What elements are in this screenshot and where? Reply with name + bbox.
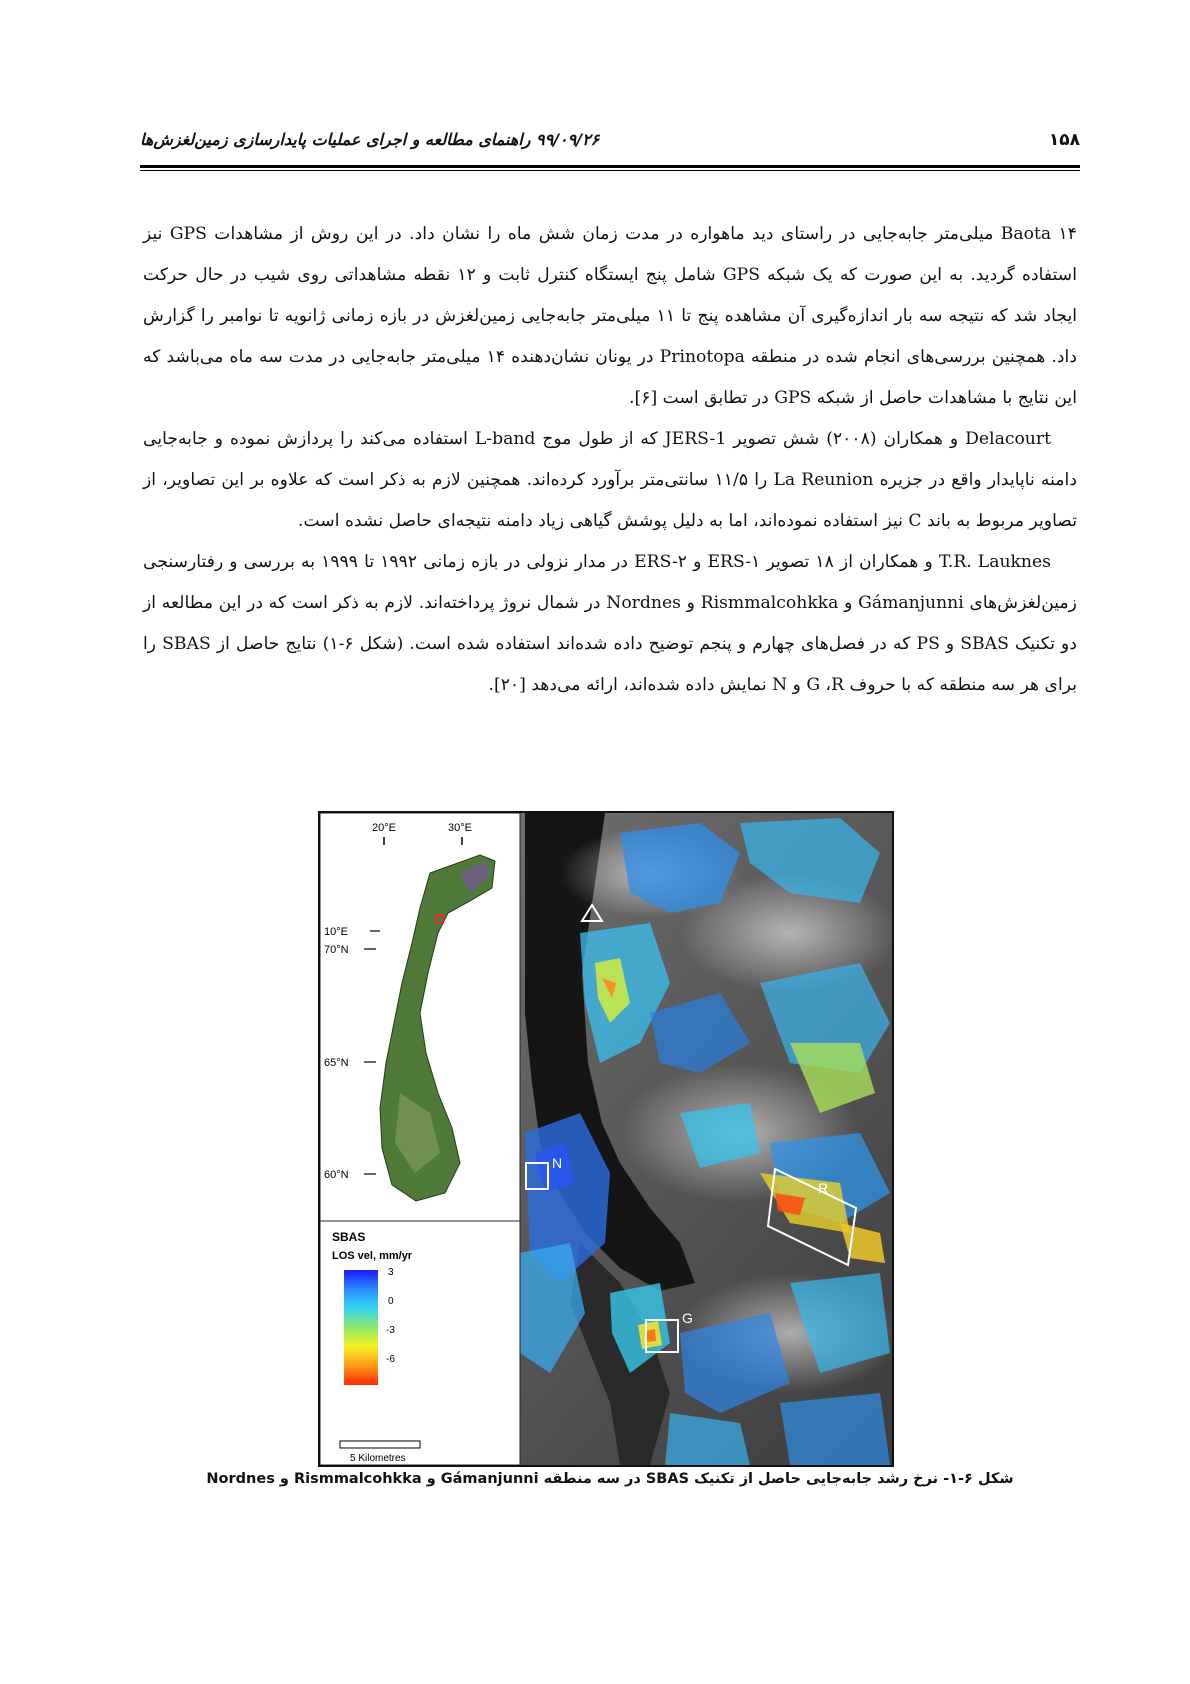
paragraph-3: T.R. Lauknes و همکاران از ۱۸ تصویر ERS-۱ و ERS-۲ در مدار نزولی در بازه زمانی ۱۹۹۲ تا ۱۹۹۹ به بررسی و رفتارسنجی زمین‌لغزش‌های Gámanjunni و Rismmalcohkka و Nordnes در شمال نروژ پرداخته‌اند. لازم به ذکر است که در این مطالعه از دو تکنیک SBAS و PS که در فصل‌های چهارم و پنجم توضیح داده شده‌اند استفاده شده است. (شکل ۶-۱) نتایج حاصل از SBAS را برای هر سه منطقه که با حروف G ،R و N نمایش داده شده‌اند، ارائه می‌دهد [۲۰]. xyxy=(143,552,1077,695)
legend-title: SBAS xyxy=(332,1230,366,1244)
lat-label-70n: 70°N xyxy=(324,944,349,956)
body-text xyxy=(143,214,1077,706)
lon-label-30e: 30°E xyxy=(448,822,472,834)
site-label-r: R xyxy=(818,1180,829,1196)
legend-tick: -3 xyxy=(386,1325,395,1336)
page-number: ۱۵۸ xyxy=(1048,130,1080,150)
legend-tick: 0 xyxy=(388,1296,394,1307)
paragraph-1: Baota ۱۴ میلی‌متر جابه‌جایی در راستای دید ماهواره در مدت زمان شش ماه را نشان داد. در این روش از مشاهدات GPS نیز استفاده گردید. به این صورت که یک شبکه GPS شامل پنج ایستگاه کنترل ثابت و ۱۲ نقطه مشاهداتی روی شیب در حال حرکت ایجاد شد که نتیجه سه بار اندازه‌گیری آن مشاهده پنج تا ۱۱ میلی‌متر جابه‌جایی زمین‌لغزش در بازه زمانی ژانویه تا نوامبر را گزارش داد. همچنین بررسی‌های انجام شده در منطقه Prinotopa در یونان نشان‌دهنده ۱۴ میلی‌متر جابه‌جایی در مدت سه ماه می‌باشد که این نتایج با مشاهدات حاصل از شبکه GPS در تطابق است [۶]. xyxy=(143,224,1077,408)
legend-tick: 3 xyxy=(388,1267,394,1278)
figure-caption: شکل ۶-۱- نرخ رشد جابه‌جایی حاصل از تکنیک SBAS در سه منطقه Gámanjunni و Rismmalcohkka و Nordnes xyxy=(206,1471,1014,1487)
legend xyxy=(320,1221,520,1465)
lat-label-65n: 65°N xyxy=(324,1057,349,1069)
scale-bar xyxy=(340,1441,420,1448)
sbas-map xyxy=(320,813,892,1465)
page-header xyxy=(140,128,1080,158)
legend-subtitle: LOS vel, mm/yr xyxy=(332,1250,413,1262)
site-label-n: N xyxy=(552,1155,563,1171)
legend-colorbar xyxy=(344,1270,378,1385)
lon-label-10e: 10°E xyxy=(324,926,348,938)
header-rule-thick xyxy=(140,165,1080,168)
lon-label-20e: 20°E xyxy=(372,822,396,834)
header-rule-thin xyxy=(140,170,1080,171)
running-title: ۹۹/۰۹/۲۶ راهنمای مطالعه و اجرای عملیات پایدارسازی زمین‌لغزش‌ها xyxy=(140,130,600,149)
paragraph-2: Delacourt و همکاران (۲۰۰۸) شش تصویر JERS-1 که از طول موج L-band استفاده می‌کند را پردازش نموده و جابه‌جایی دامنه ناپایدار واقع در جزیره La Reunion را ۱۱/۵ سانتی‌متر برآورد کرده‌اند. همچنین لازم به ذکر است که علاوه بر این تصاویر، از تصاویر مربوط به باند C نیز استفاده نموده‌اند، اما به دلیل پوشش گیاهی زیاد دامنه نتیجه‌ای حاصل نشده است. xyxy=(143,429,1077,531)
scale-bar-label: 5 Kilometres xyxy=(350,1453,406,1464)
sbas-figure xyxy=(318,811,894,1467)
lat-label-60n: 60°N xyxy=(324,1169,349,1181)
legend-tick: -6 xyxy=(386,1354,395,1365)
site-label-g: G xyxy=(682,1310,693,1326)
inset-map xyxy=(320,813,520,1221)
